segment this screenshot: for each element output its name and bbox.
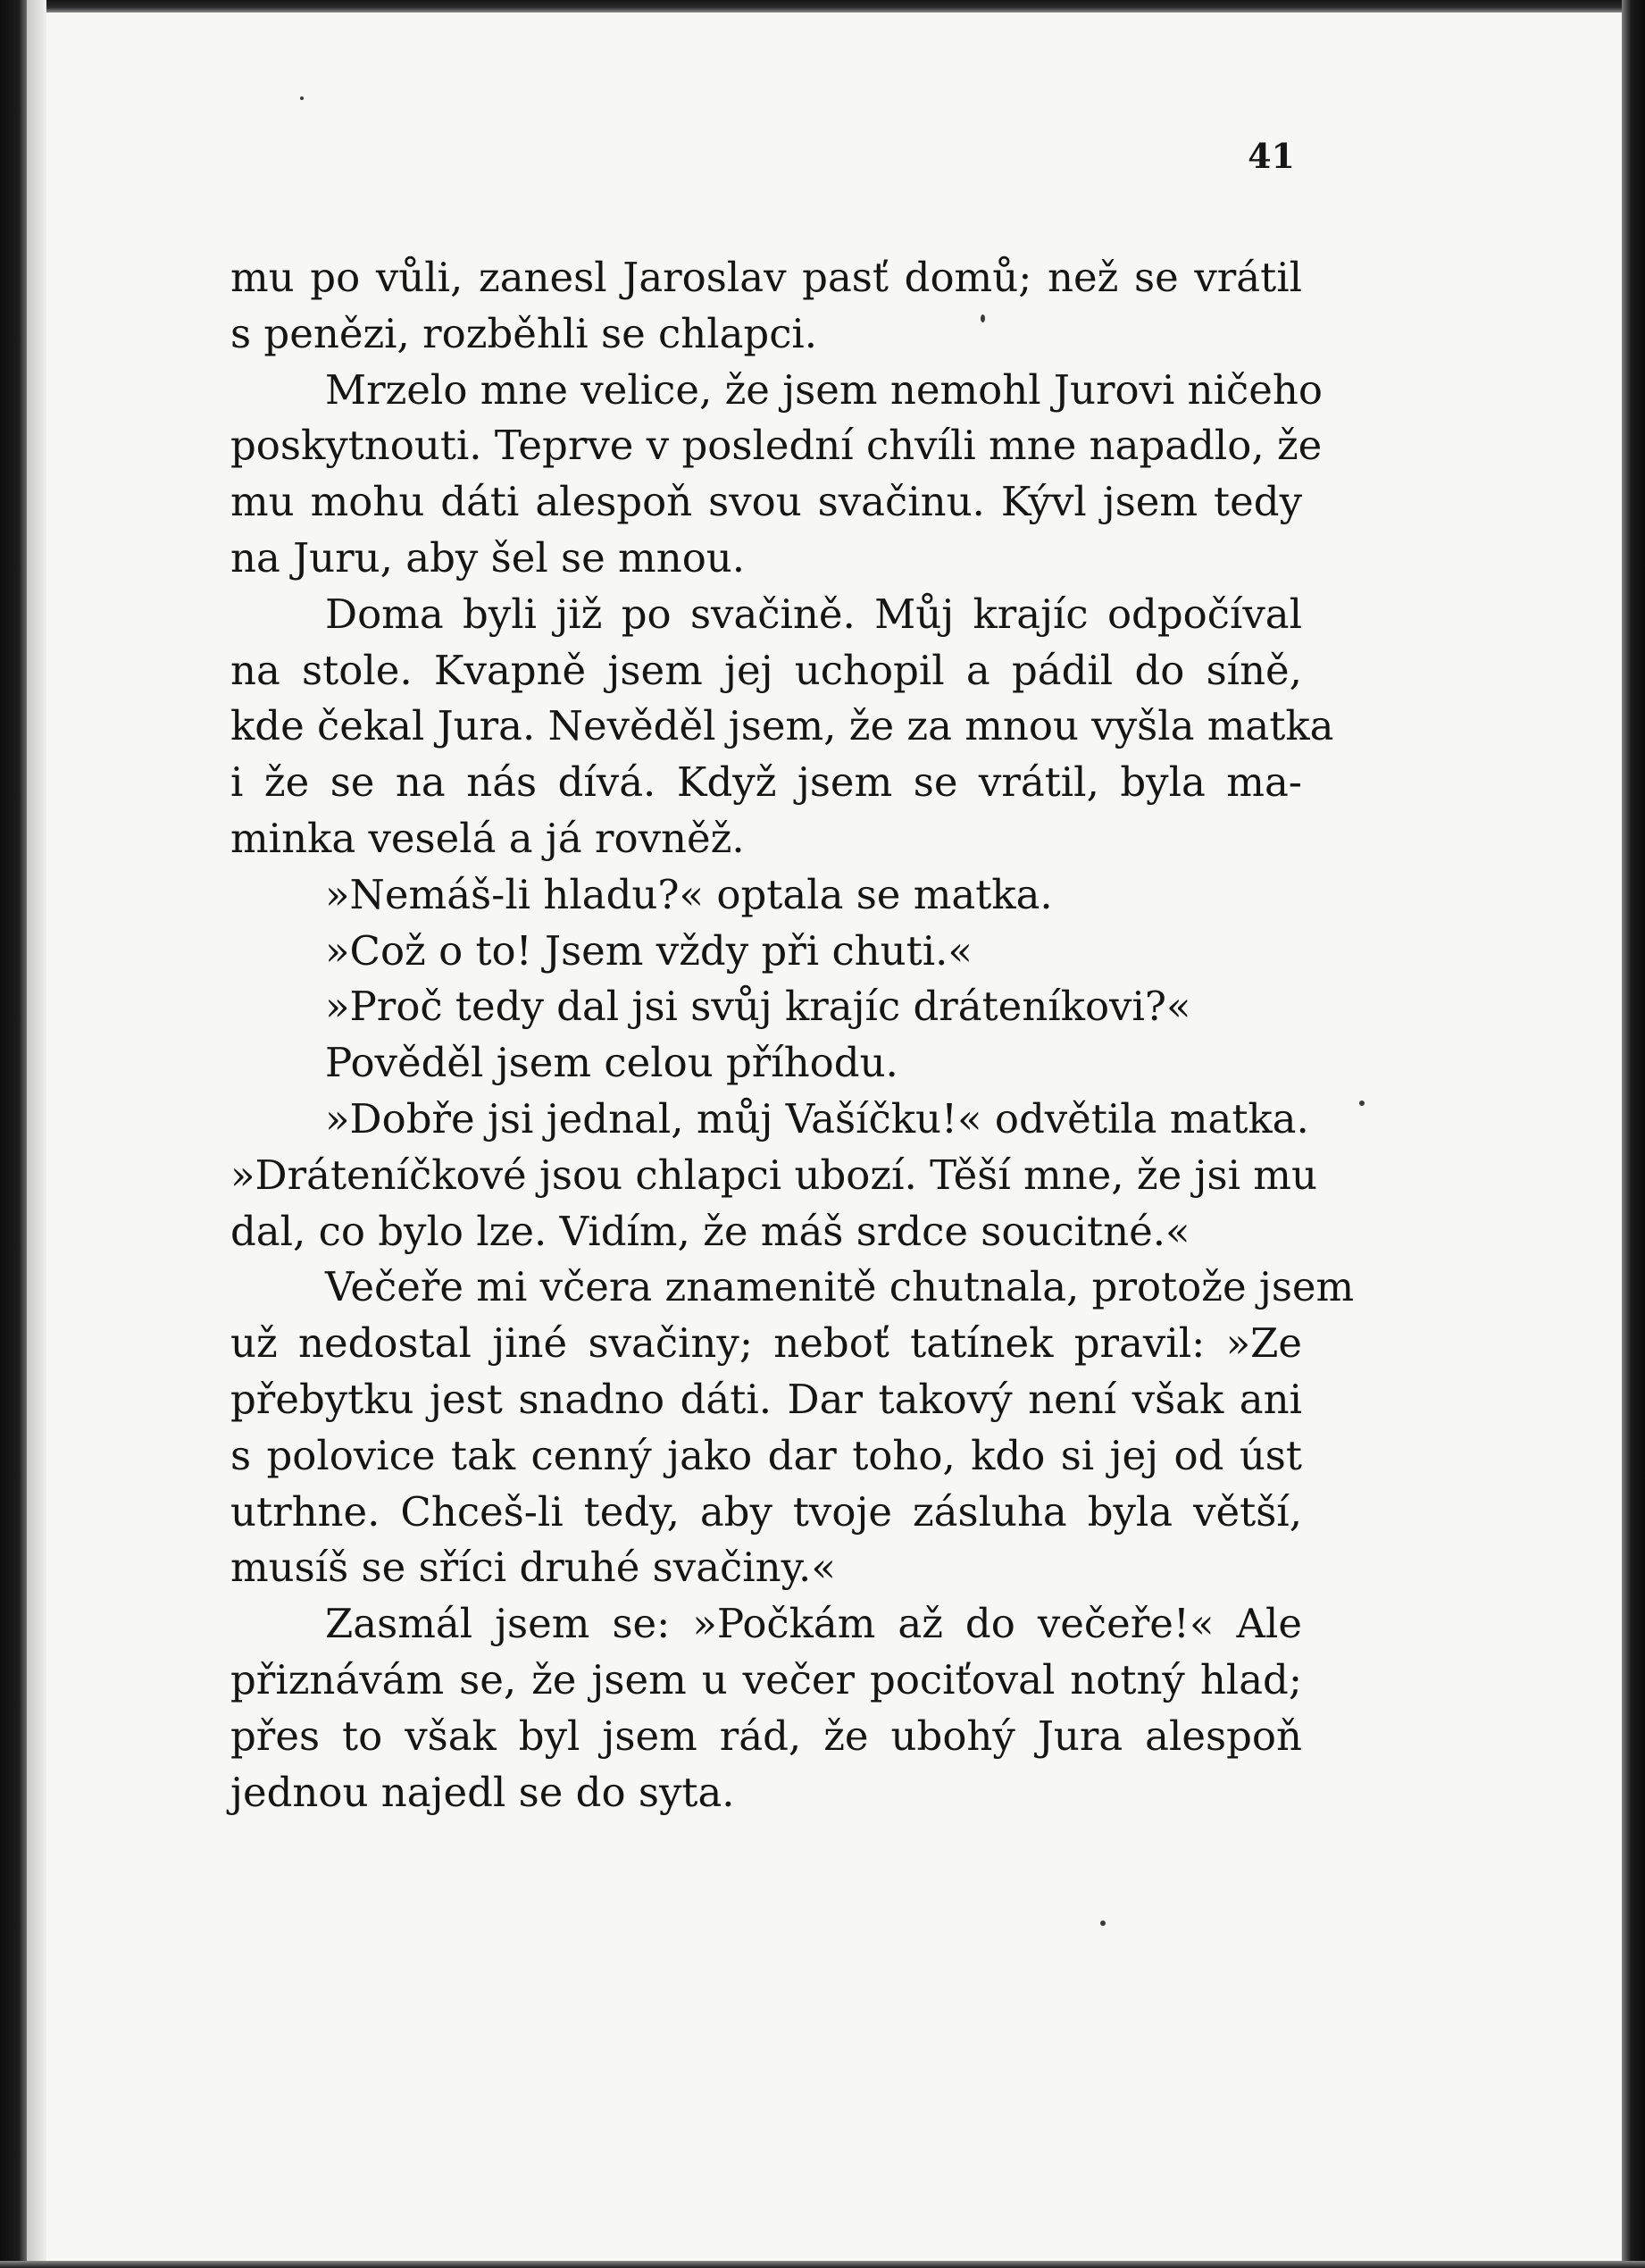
body-text: [230, 250, 1355, 1820]
page-number: 41: [1248, 136, 1295, 176]
text-line: i že se na nás dívá. Když jsem se vrátil, byla ma-: [230, 758, 1302, 807]
text-line: mu mohu dáti alespoň svou svačinu. Kývl jsem tedy: [230, 478, 1302, 526]
text-line: mu po vůli, zanesl Jaroslav pasť domů; než se vrátil: [230, 254, 1302, 301]
scan-edge-top: [0, 0, 1645, 13]
text-line: přiznávám se, že jsem u večer pociťoval notný hlad;: [230, 1655, 1302, 1703]
scan-speck: [1359, 1101, 1365, 1106]
text-line: Mrzelo mne velice, že jsem nemohl Jurovi ničeho: [325, 365, 1323, 414]
scan-edge-right: [1622, 0, 1645, 2268]
scan-edge-bottom: [0, 2261, 1645, 2268]
text-line: Doma byli již po svačině. Můj krajíc odpočíval: [325, 590, 1302, 638]
text-line: Zasmál jsem se: »Počkám až do večeře!« Ale: [325, 1600, 1302, 1648]
text-line: na Juru, aby šel se mnou.: [230, 533, 746, 582]
text-line: musíš se sříci druhé svačiny.«: [230, 1544, 836, 1592]
text-line: přebytku jest snadno dáti. Dar takový není však ani: [230, 1375, 1302, 1423]
text-line: s penězi, rozběhli se chlapci.: [230, 309, 818, 357]
text-line: »Dobře jsi jednal, můj Vašíčku!« odvětila matka.: [325, 1094, 1309, 1142]
scan-speck: [300, 96, 304, 100]
text-line: už nedostal jiné svačiny; neboť tatínek pravil: »Ze: [230, 1319, 1302, 1368]
page-gutter-shadow: [27, 0, 46, 2268]
text-line: s polovice tak cenný jako dar toho, kdo si jej od úst: [230, 1431, 1302, 1479]
text-line: kde čekal Jura. Nevěděl jsem, že za mnou vyšla matka: [230, 702, 1334, 750]
text-line: dal, co bylo lze. Vidím, že máš srdce soucitné.«: [230, 1207, 1190, 1255]
text-line: jednou najedl se do syta.: [230, 1768, 735, 1816]
text-line: »Což o to! Jsem vždy při chuti.«: [325, 926, 973, 975]
text-line: poskytnouti. Teprve v poslední chvíli mne napadlo, že: [230, 422, 1323, 470]
text-line: »Nemáš-li hladu?« optala se matka.: [325, 870, 1053, 918]
text-line: přes to však byl jsem rád, že ubohý Jura alespoň: [230, 1711, 1302, 1760]
text-line: Večeře mi včera znamenitě chutnala, protože jsem: [325, 1263, 1355, 1311]
text-line: minka veselá a já rovněž.: [230, 814, 745, 862]
scan-edge-left: [0, 0, 27, 2268]
text-line: »Dráteníčkové jsou chlapci ubozí. Těší mne, že jsi mu: [230, 1151, 1317, 1199]
text-line: Pověděl jsem celou příhodu.: [325, 1039, 898, 1087]
scan-speck: [1100, 1921, 1106, 1926]
text-line: utrhne. Chceš-li tedy, aby tvoje zásluha byla větší,: [230, 1487, 1302, 1536]
text-line: na stole. Kvapně jsem jej uchopil a pádil do síně,: [230, 646, 1302, 694]
text-line: »Proč tedy dal jsi svůj krajíc dráteníkovi?«: [325, 983, 1191, 1031]
